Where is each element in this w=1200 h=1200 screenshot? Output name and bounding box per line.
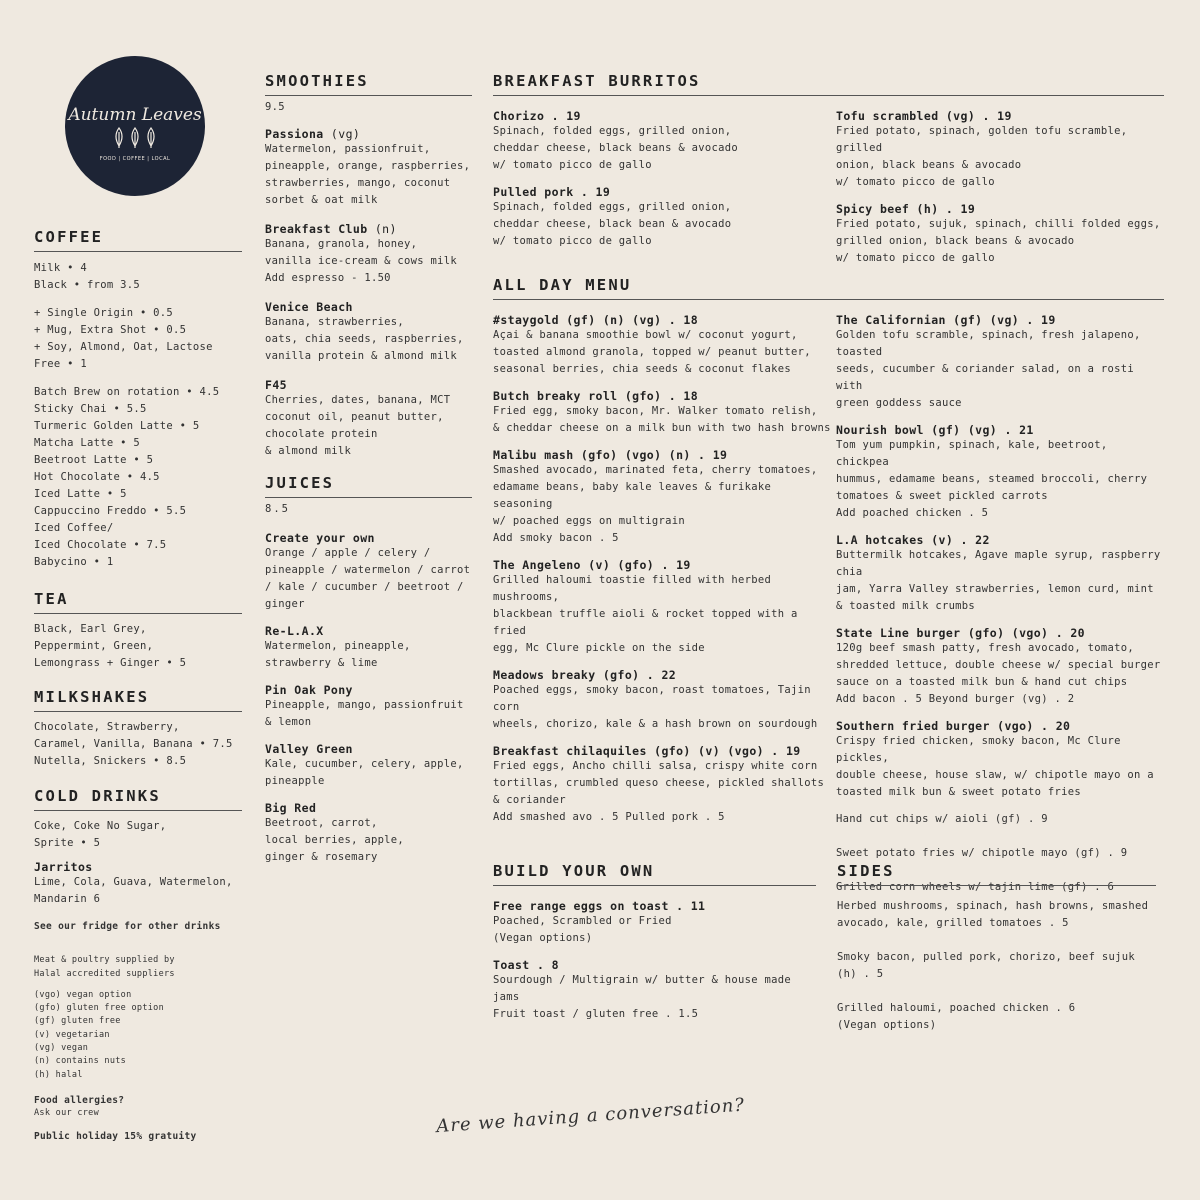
menu-item-desc: Smashed avocado, marinated feta, cherry tomatoes, edamame beans, baby kale leaves & furikake seasoning w/ poached eggs on multigrain Add smoky bacon . 5 (493, 464, 818, 544)
build-heading: BUILD YOUR OWN (493, 862, 816, 886)
side-item: Grilled haloumi, poached chicken . 6 (Vegan options) (837, 1002, 1076, 1031)
smoothie-list (265, 127, 472, 460)
smoothie-title (265, 300, 472, 314)
milkshakes-heading: MILKSHAKES (34, 688, 242, 712)
spacer (34, 294, 242, 305)
side-item: Herbed mushrooms, spinach, hash browns, smashed avocado, kale, grilled tomatoes . 5 (837, 900, 1149, 929)
burritos-section (493, 72, 1164, 267)
coffee-item: Hot Chocolate • 4.5 (34, 471, 160, 483)
coffee-item: Cappuccino Freddo • 5.5 (34, 505, 187, 517)
menu-item-title: The Californian (gf) (vg) . 19 (836, 313, 1056, 327)
diet-legend: (vgo) vegan option (gfo) gluten free option (gf) gluten free (v) vegetarian (vg) vegan (n) contains nuts (h) halal (34, 989, 165, 1080)
logo-graphic (65, 56, 205, 196)
smoothie-desc: Banana, strawberries, oats, chia seeds, raspberries, vanilla protein & almond milk (265, 316, 464, 362)
all-day-right (836, 300, 1164, 896)
juice-title: Pin Oak Pony (265, 683, 353, 697)
coffee-item: + Soy, Almond, Oat, Lactose Free • 1 (34, 341, 213, 370)
holiday-note: Public holiday 15% gratuity (34, 1130, 197, 1142)
coffee-item: + Mug, Extra Shot • 0.5 (34, 324, 187, 336)
smoothie-title (265, 378, 472, 392)
coffee-item: Beetroot Latte • 5 (34, 454, 154, 466)
smoothie-name: Venice Beach (265, 300, 353, 314)
middle-column (265, 72, 472, 866)
coffee-heading: COFFEE (34, 228, 242, 252)
sides-section (837, 862, 1156, 1034)
tea-heading: TEA (34, 590, 242, 614)
juice-list (265, 531, 472, 866)
menu-item-desc: Tom yum pumpkin, spinach, kale, beetroot, chickpea hummus, edamame beans, steamed broccoli, cherry tomatoes & sweet pickled carrots Add poached chicken . 5 (836, 439, 1148, 519)
menu-item-title: Butch breaky roll (gfo) . 18 (493, 389, 699, 403)
smoothies-price: 9.5 (265, 101, 285, 113)
side-extra: Grilled corn wheels w/ tajin lime (gf) . 6 (836, 881, 1115, 893)
coffee-item: Matcha Latte • 5 (34, 437, 140, 449)
signature (430, 1080, 790, 1150)
menu-item-desc: Poached eggs, smoky bacon, roast tomatoes, Tajin corn wheels, chorizo, kale & a hash brown on sourdough (493, 684, 818, 730)
allergies-title: Food allergies? (34, 1094, 125, 1106)
sides-heading: SIDES (837, 862, 1156, 886)
burritos-right (836, 96, 1164, 267)
juice-desc: Orange / apple / celery / pineapple / watermelon / carrot / kale / cucumber / beetroot / ginger (265, 547, 471, 610)
juice-desc: Beetroot, carrot, local berries, apple, ginger & rosemary (265, 817, 405, 863)
menu-item-desc: Poached, Scrambled or Fried (Vegan options) (493, 915, 672, 944)
logo-tagline: FOOD | COFFEE | LOCAL (99, 156, 171, 162)
spacer (34, 373, 242, 384)
build-list (493, 899, 816, 1023)
menu-item-title: #staygold (gf) (n) (vg) . 18 (493, 313, 699, 327)
menu-item-desc: Golden tofu scramble, spinach, fresh jalapeno, toasted seeds, cucumber & coriander salad, on a rosti with green goddess sauce (836, 329, 1141, 409)
all-day-heading: ALL DAY MENU (493, 276, 1164, 300)
menu-item-title: Toast . 8 (493, 958, 559, 972)
coffee-item: Iced Coffee/ (34, 522, 114, 534)
juice-title: Valley Green (265, 742, 353, 756)
coffee-item: Turmeric Golden Latte • 5 (34, 420, 200, 432)
juice-title: Re-L.A.X (265, 624, 324, 638)
menu-item-desc: Spinach, folded eggs, grilled onion, cheddar cheese, black bean & avocado w/ tomato picco de gallo (493, 201, 732, 247)
menu-item-title: Free range eggs on toast . 11 (493, 899, 706, 913)
leaf-icon (116, 128, 154, 148)
coffee-item: Babycino • 1 (34, 556, 114, 568)
fridge-note: See our fridge for other drinks (34, 921, 221, 932)
cold-drinks-text: Coke, Coke No Sugar, Sprite • 5 (34, 820, 167, 849)
menu-item-desc: 120g beef smash patty, fresh avocado, tomato, shredded lettuce, double cheese w/ special burger sauce on a toasted milk bun & hand cut chips Add bacon . 5 Beyond burger (vg) . 2 (836, 642, 1161, 705)
coffee-item: Sticky Chai • 5.5 (34, 403, 147, 415)
smoothie-name: Breakfast Club (265, 222, 368, 236)
smoothie-desc: Banana, granola, honey, vanilla ice-cream & cows milk Add espresso - 1.50 (265, 238, 458, 284)
tea-text: Black, Earl Grey, Peppermint, Green, Lemongrass + Ginger • 5 (34, 623, 187, 669)
left-column (34, 228, 242, 1143)
coffee-list (34, 260, 242, 571)
menu-item-desc: Fried eggs, Ancho chilli salsa, crispy white corn tortillas, crumbled queso cheese, pickled shallots & coriander Add smashed avo . 5 Pulled pork . 5 (493, 760, 825, 823)
menu-item-title: Malibu mash (gfo) (vgo) (n) . 19 (493, 448, 728, 462)
menu-item-desc: Grilled haloumi toastie filled with herbed mushrooms, blackbean truffle aioli & rocket topped with a fried egg, Mc Clure pickle on the side (493, 574, 798, 654)
coffee-item: + Single Origin • 0.5 (34, 307, 174, 319)
smoothie-title (265, 222, 472, 236)
menu-item-desc: Fried potato, spinach, golden tofu scramble, grilled onion, black beans & avocado w/ tomato picco de gallo (836, 125, 1128, 188)
smoothie-desc: Watermelon, passionfruit, pineapple, orange, raspberries, strawberries, mango, coconut sorbet & oat milk (265, 143, 471, 206)
menu-item-desc: Fried potato, sujuk, spinach, chilli folded eggs, grilled onion, black beans & avocado w/ tomato picco de gallo (836, 218, 1161, 264)
juices-heading: JUICES (265, 474, 472, 498)
smoothie-desc: Cherries, dates, banana, MCT coconut oil, peanut butter, chocolate protein & almond milk (265, 394, 451, 457)
coffee-item: Iced Latte • 5 (34, 488, 127, 500)
menu-item-title: State Line burger (gfo) (vgo) . 20 (836, 626, 1086, 640)
juice-title: Big Red (265, 801, 317, 815)
jarritos-text: Lime, Cola, Guava, Watermelon, Mandarin 6 (34, 876, 233, 905)
coffee-item: Black • from 3.5 (34, 279, 140, 291)
cold-drinks-heading: COLD DRINKS (34, 787, 242, 811)
smoothie-tag: (n) (367, 222, 397, 236)
cafe-logo (65, 56, 205, 196)
sides-list (837, 898, 1156, 1034)
menu-item-title: Pulled pork . 19 (493, 185, 611, 199)
juice-desc: Kale, cucumber, celery, apple, pineapple (265, 758, 464, 787)
smoothie-tag: (vg) (323, 127, 361, 141)
smoothie-name: F45 (265, 378, 287, 392)
juices-price: 8.5 (265, 503, 290, 515)
menu-item-title: The Angeleno (v) (gfo) . 19 (493, 558, 691, 572)
menu-item-title: Breakfast chilaquiles (gfo) (v) (vgo) . 19 (493, 744, 801, 758)
signature-text: Are we having a conversation? (435, 1094, 746, 1138)
juice-title: Create your own (265, 531, 375, 545)
smoothie-name: Passiona (265, 127, 324, 141)
coffee-item: Batch Brew on rotation • 4.5 (34, 386, 220, 398)
menu-item-desc: Sourdough / Multigrain w/ butter & house made jams Fruit toast / gluten free . 1.5 (493, 974, 791, 1020)
side-extra: Hand cut chips w/ aioli (gf) . 9 (836, 813, 1048, 825)
logo-name: Autumn Leaves (68, 105, 202, 125)
juice-desc: Pineapple, mango, passionfruit & lemon (265, 699, 464, 728)
side-extra: Sweet potato fries w/ chipotle mayo (gf) . 9 (836, 847, 1128, 859)
coffee-item: Milk • 4 (34, 262, 87, 274)
menu-item-desc: Spinach, folded eggs, grilled onion, cheddar cheese, black beans & avocado w/ tomato picco de gallo (493, 125, 738, 171)
all-day-section (493, 276, 1164, 896)
menu-item-title: Tofu scrambled (vg) . 19 (836, 109, 1012, 123)
menu-item-title: Southern fried burger (vgo) . 20 (836, 719, 1071, 733)
smoothie-title (265, 127, 472, 141)
all-day-left (493, 300, 836, 896)
burritos-left (493, 96, 836, 267)
menu-item-desc: Açai & banana smoothie bowl w/ coconut yogurt, toasted almond granola, topped w/ peanut butter, seasonal berries, chia seeds & coconut flakes (493, 329, 811, 375)
milkshakes-text: Chocolate, Strawberry, Caramel, Vanilla, Banana • 7.5 Nutella, Snickers • 8.5 (34, 721, 233, 767)
menu-item-title: L.A hotcakes (v) . 22 (836, 533, 990, 547)
menu-item-desc: Fried egg, smoky bacon, Mr. Walker tomato relish, & cheddar cheese on a milk bun with two hash browns (493, 405, 831, 434)
jarritos-title: Jarritos (34, 860, 93, 874)
menu-item-title: Chorizo . 19 (493, 109, 581, 123)
burritos-heading: BREAKFAST BURRITOS (493, 72, 1164, 96)
menu-item-title: Meadows breaky (gfo) . 22 (493, 668, 677, 682)
menu-item-title: Spicy beef (h) . 19 (836, 202, 976, 216)
menu-item-title: Nourish bowl (gf) (vg) . 21 (836, 423, 1034, 437)
supplier-note: Meat & poultry supplied by Halal accredited suppliers (34, 955, 175, 979)
side-item: Smoky bacon, pulled pork, chorizo, beef sujuk (h) . 5 (837, 951, 1135, 980)
smoothies-heading: SMOOTHIES (265, 72, 472, 96)
menu-item-desc: Crispy fried chicken, smoky bacon, Mc Clure pickles, double cheese, house slaw, w/ chipotle mayo on a toasted milk bun & sweet potato fries (836, 735, 1154, 798)
allergies-text: Ask our crew (34, 1108, 100, 1119)
juice-desc: Watermelon, pineapple, strawberry & lime (265, 640, 411, 669)
menu-item-desc: Buttermilk hotcakes, Agave maple syrup, raspberry chia jam, Yarra Valley strawberries, lemon curd, mint & toasted milk crumbs (836, 549, 1161, 612)
coffee-item: Iced Chocolate • 7.5 (34, 539, 167, 551)
build-section (493, 862, 816, 1023)
